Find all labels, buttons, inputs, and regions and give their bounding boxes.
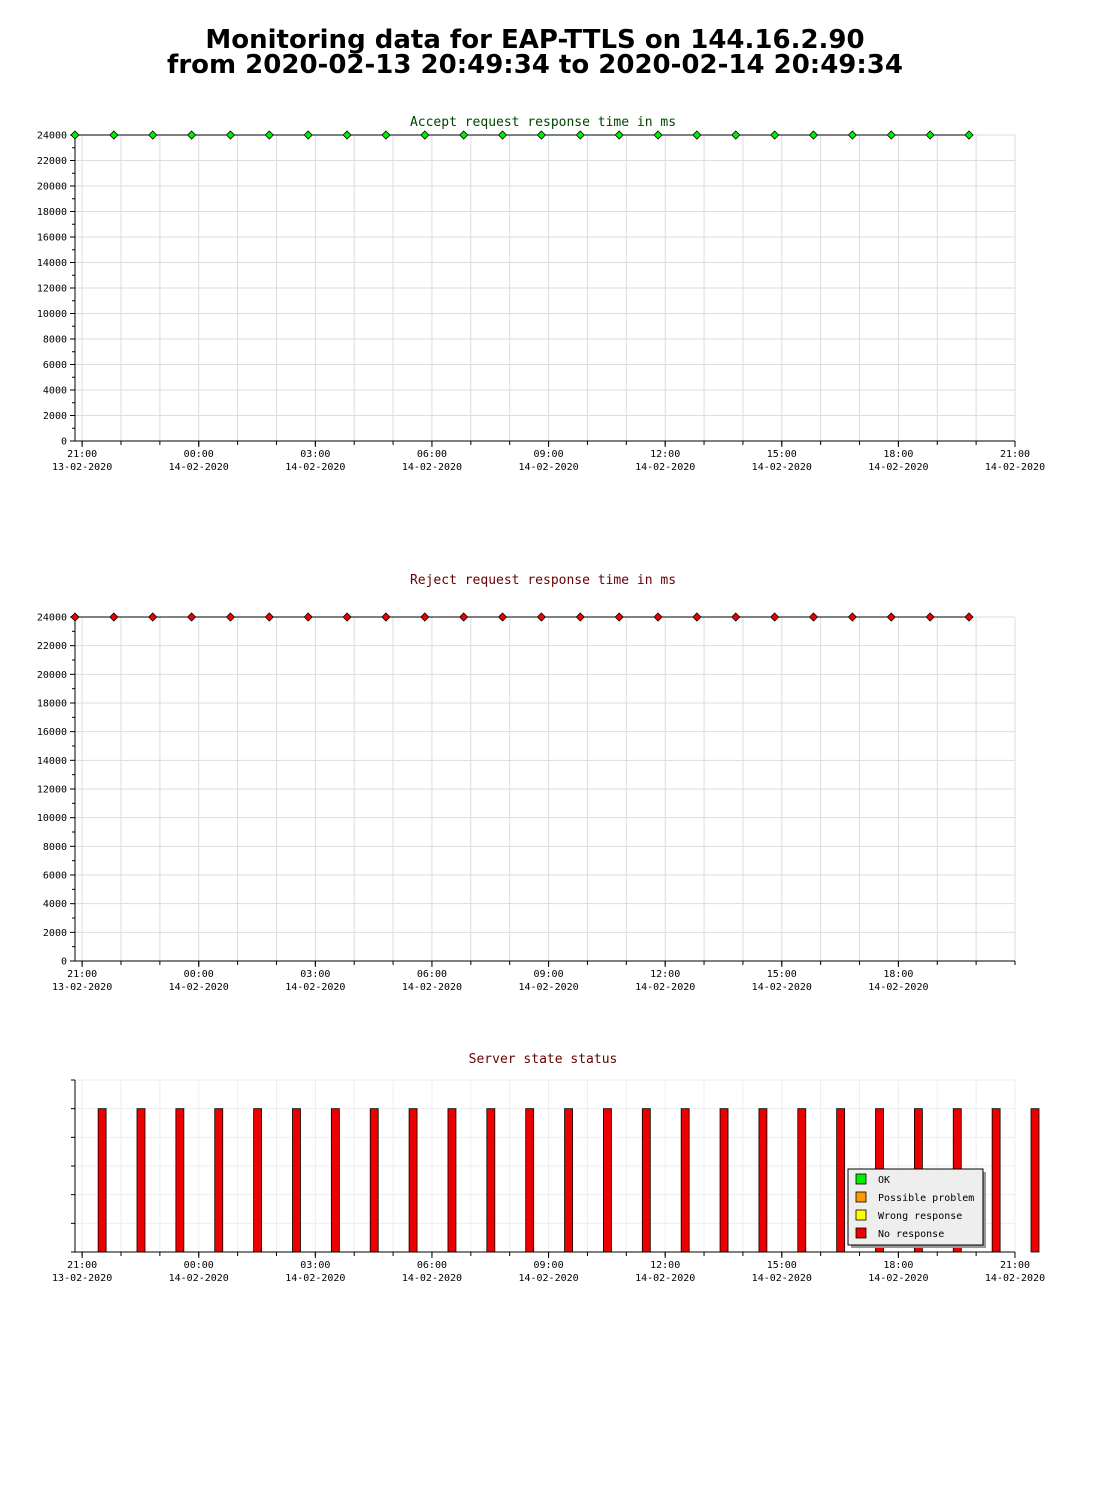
y-tick-label: 6000 (42, 870, 67, 882)
x-tick-label-date: 14-02-2020 (751, 1273, 812, 1284)
x-tick-label-time: 18:00 (883, 449, 914, 460)
x-tick-label-date: 14-02-2020 (401, 462, 463, 473)
y-tick-label: 4000 (42, 899, 67, 911)
data-point (226, 131, 234, 139)
accept-response-chart (37, 115, 1045, 473)
x-tick-label-date: 14-02-2020 (635, 1273, 696, 1284)
x-tick-label-date: 14-02-2020 (868, 462, 929, 473)
chart-title: Reject request response time in ms (409, 573, 677, 588)
x-tick-label-time: 09:00 (533, 1260, 564, 1271)
data-point (810, 613, 818, 621)
x-tick-label-time: 18:00 (883, 1260, 914, 1271)
x-tick-label-date: 14-02-2020 (868, 982, 929, 993)
x-tick-label-time: 06:00 (416, 449, 448, 460)
status-bar (292, 1109, 300, 1252)
x-tick-label-time: 15:00 (766, 449, 797, 460)
status-bar (176, 1109, 184, 1252)
data-point (693, 131, 701, 139)
data-point (226, 613, 234, 621)
x-tick-label-time: 00:00 (183, 1260, 214, 1271)
x-tick-label-date: 14-02-2020 (168, 982, 229, 993)
y-tick-label: 12000 (36, 283, 67, 295)
data-point (965, 131, 973, 139)
x-tick-label-date: 14-02-2020 (168, 462, 229, 473)
data-point (149, 131, 157, 139)
x-tick-label-time: 15:00 (766, 969, 797, 980)
y-tick-label: 20000 (36, 669, 67, 681)
y-tick-label: 24000 (36, 130, 67, 142)
legend (848, 1169, 983, 1245)
x-tick-label-date: 14-02-2020 (518, 462, 579, 473)
y-tick-label: 14000 (36, 258, 67, 269)
data-point (460, 613, 468, 621)
legend-label: Wrong response (878, 1211, 963, 1222)
status-bar (331, 1109, 339, 1252)
data-point (382, 613, 390, 621)
y-tick-label: 14000 (36, 755, 67, 767)
data-point (460, 131, 468, 139)
data-point (304, 131, 312, 139)
status-bar (487, 1109, 495, 1252)
x-tick-label-time: 00:00 (183, 449, 214, 460)
x-tick-label-time: 00:00 (183, 969, 214, 980)
data-point (499, 131, 507, 139)
y-tick-label: 16000 (36, 232, 67, 244)
data-point (188, 613, 196, 621)
x-tick-label-time: 18:00 (883, 969, 914, 980)
y-tick-label: 18000 (36, 698, 67, 710)
status-bar (409, 1109, 417, 1252)
x-tick-label-date: 13-02-2020 (52, 462, 113, 473)
x-tick-label-time: 03:00 (300, 449, 331, 460)
x-tick-label-time: 12:00 (650, 449, 681, 460)
x-tick-label-date: 14-02-2020 (285, 982, 346, 993)
data-point (343, 131, 351, 139)
x-tick-label-date: 14-02-2020 (401, 1273, 463, 1284)
data-point (693, 613, 701, 621)
x-tick-label-date: 14-02-2020 (751, 982, 812, 993)
x-tick-label-time: 21:00 (67, 969, 98, 980)
y-tick-label: 0 (60, 956, 67, 968)
x-tick-label-time: 09:00 (533, 449, 564, 460)
data-point (421, 131, 429, 139)
y-tick-label: 22000 (36, 641, 67, 653)
data-point (421, 613, 429, 621)
x-tick-label-time: 12:00 (650, 1260, 681, 1271)
x-tick-label-time: 03:00 (300, 1260, 331, 1271)
data-point (732, 131, 740, 139)
server-status-chart (52, 1052, 1045, 1284)
legend-swatch (856, 1192, 866, 1202)
status-bar (565, 1109, 573, 1252)
y-tick-label: 10000 (36, 309, 67, 320)
status-bar (215, 1109, 223, 1252)
x-tick-label-time: 21:00 (67, 449, 98, 460)
y-tick-label: 2000 (42, 411, 67, 422)
y-tick-label: 2000 (42, 927, 67, 939)
y-tick-label: 0 (60, 436, 67, 448)
data-point (771, 131, 779, 139)
data-point (382, 131, 390, 139)
data-point (343, 613, 351, 621)
data-point (926, 613, 934, 621)
y-tick-label: 8000 (42, 841, 67, 853)
status-bar (370, 1109, 378, 1252)
x-tick-label-date: 14-02-2020 (401, 982, 463, 993)
data-point (265, 131, 273, 139)
status-bar (1031, 1109, 1039, 1252)
data-point (732, 613, 740, 621)
status-bar (448, 1109, 456, 1252)
status-bar (137, 1109, 145, 1252)
data-point (576, 131, 584, 139)
x-tick-label-date: 14-02-2020 (635, 982, 696, 993)
reject-response-chart (37, 573, 1015, 993)
data-point (887, 131, 895, 139)
data-point (654, 131, 662, 139)
data-point (848, 613, 856, 621)
data-point (71, 131, 79, 139)
x-tick-label-date: 14-02-2020 (984, 462, 1046, 473)
data-point (887, 613, 895, 621)
x-tick-label-time: 03:00 (300, 969, 331, 980)
data-point (654, 613, 662, 621)
page-subtitle: from 2020-02-13 20:49:34 to 2020-02-14 20:49:34 (167, 50, 903, 80)
page-title: Monitoring data for EAP-TTLS on 144.16.2.90 (205, 25, 865, 55)
data-point (576, 613, 584, 621)
x-tick-label-date: 13-02-2020 (52, 1273, 113, 1284)
x-tick-label-time: 21:00 (999, 449, 1031, 460)
y-tick-label: 4000 (42, 385, 67, 397)
x-tick-label-time: 06:00 (416, 969, 448, 980)
y-tick-label: 18000 (36, 207, 67, 218)
status-bar (720, 1109, 728, 1252)
legend-swatch (856, 1210, 866, 1220)
data-point (810, 131, 818, 139)
data-point (537, 131, 545, 139)
status-bar (992, 1109, 1000, 1252)
status-bar (798, 1109, 806, 1252)
x-tick-label-time: 15:00 (766, 1260, 797, 1271)
status-bar (526, 1109, 534, 1252)
status-bar (98, 1109, 106, 1252)
legend-label: OK (878, 1175, 891, 1186)
data-point (926, 131, 934, 139)
data-point (71, 613, 79, 621)
data-point (149, 613, 157, 621)
x-tick-label-time: 06:00 (416, 1260, 448, 1271)
legend-swatch (856, 1228, 866, 1238)
y-tick-label: 22000 (36, 156, 67, 167)
x-tick-label-time: 09:00 (533, 969, 564, 980)
x-tick-label-date: 14-02-2020 (168, 1273, 229, 1284)
y-tick-label: 16000 (36, 727, 67, 739)
y-tick-label: 10000 (36, 813, 67, 825)
chart-title: Accept request response time in ms (409, 115, 677, 130)
data-point (188, 131, 196, 139)
y-tick-label: 8000 (42, 334, 67, 346)
data-point (304, 613, 312, 621)
data-point (771, 613, 779, 621)
legend-swatch (856, 1174, 866, 1184)
status-bar (837, 1109, 845, 1252)
legend-label: No response (878, 1229, 945, 1240)
data-point (615, 131, 623, 139)
x-tick-label-date: 14-02-2020 (285, 1273, 346, 1284)
legend-label: Possible problem (878, 1193, 975, 1204)
x-tick-label-time: 12:00 (650, 969, 681, 980)
x-tick-label-date: 14-02-2020 (751, 462, 812, 473)
data-point (499, 613, 507, 621)
data-point (110, 131, 118, 139)
status-bar (642, 1109, 650, 1252)
x-tick-label-date: 13-02-2020 (52, 982, 113, 993)
status-bar (681, 1109, 689, 1252)
data-point (848, 131, 856, 139)
y-tick-label: 6000 (42, 360, 67, 371)
x-tick-label-time: 21:00 (999, 1260, 1031, 1271)
x-tick-label-date: 14-02-2020 (635, 462, 696, 473)
x-tick-label-date: 14-02-2020 (868, 1273, 929, 1284)
y-tick-label: 20000 (36, 181, 67, 193)
status-bar (603, 1109, 611, 1252)
x-tick-label-date: 14-02-2020 (285, 462, 346, 473)
status-bar (759, 1109, 767, 1252)
x-tick-label-date: 14-02-2020 (518, 1273, 579, 1284)
chart-title: Server state status (468, 1052, 618, 1067)
y-tick-label: 24000 (36, 612, 67, 624)
data-point (537, 613, 545, 621)
x-tick-label-date: 14-02-2020 (518, 982, 579, 993)
x-tick-label-date: 14-02-2020 (984, 1273, 1046, 1284)
x-tick-label-time: 21:00 (67, 1260, 98, 1271)
data-point (965, 613, 973, 621)
data-point (110, 613, 118, 621)
data-point (615, 613, 623, 621)
y-tick-label: 12000 (36, 784, 67, 796)
status-bar (254, 1109, 262, 1252)
data-point (265, 613, 273, 621)
